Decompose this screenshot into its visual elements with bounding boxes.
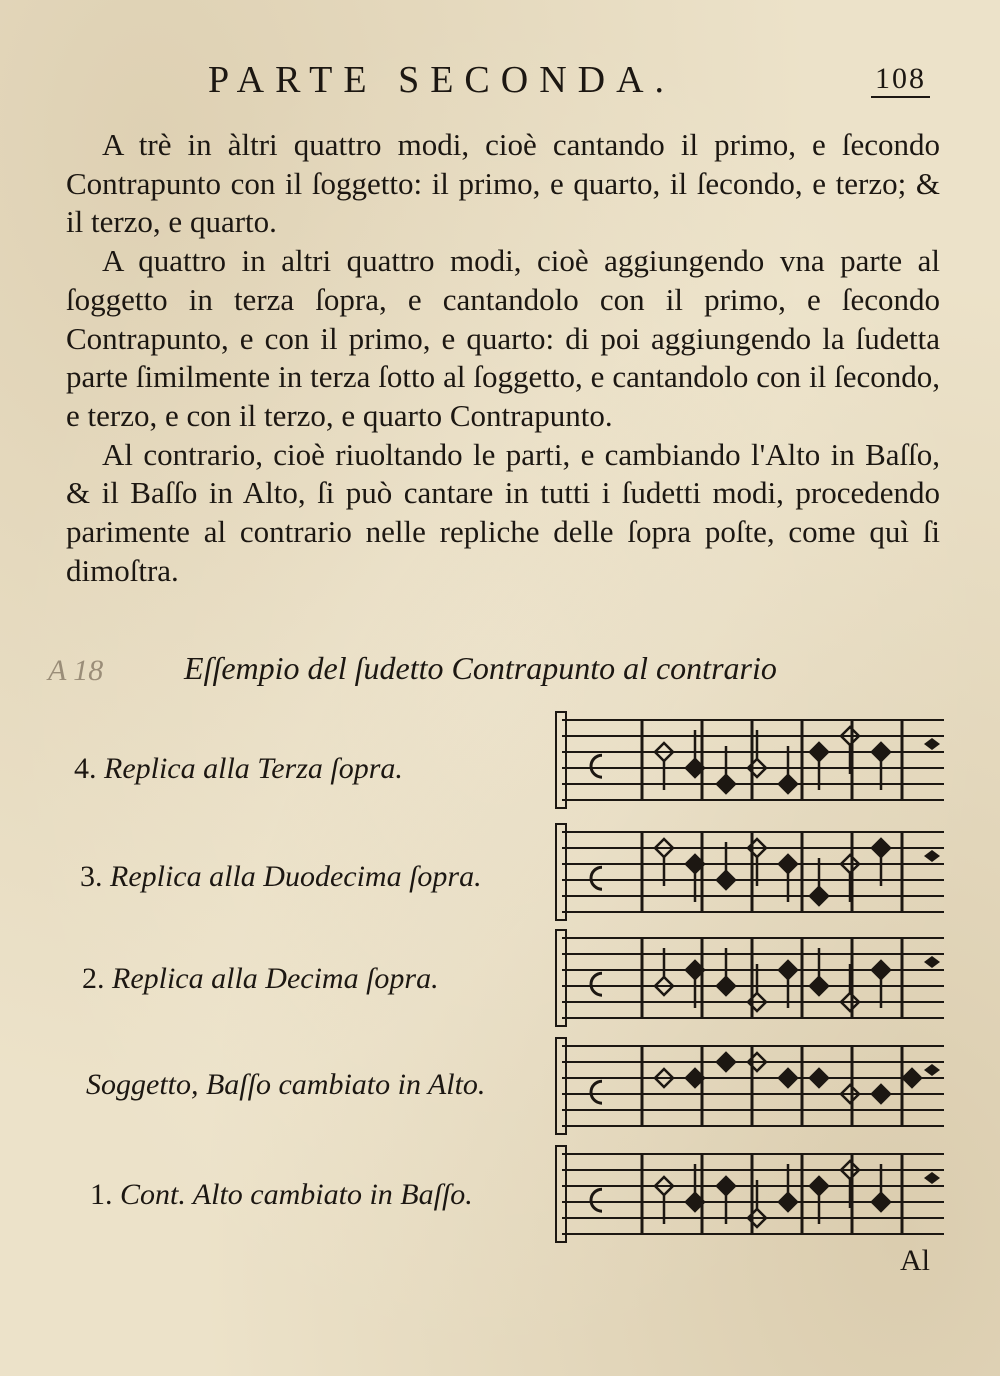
note-icon [779, 961, 797, 979]
note-icon [779, 1193, 797, 1211]
note-icon [810, 887, 828, 905]
body-text [66, 126, 940, 590]
clef-icon [556, 712, 566, 808]
stave-label [86, 1068, 485, 1102]
music-staff [552, 924, 954, 1028]
note-icon [779, 775, 797, 793]
stave-number: 2. [82, 962, 105, 995]
time-signature-icon [591, 973, 602, 995]
note-icon [810, 1069, 828, 1087]
note-icon [903, 1069, 921, 1087]
note-icon [872, 1193, 890, 1211]
stave-label [90, 1178, 473, 1212]
staff-notation [552, 1032, 954, 1136]
custos-icon [924, 1064, 940, 1076]
time-signature-icon [591, 1189, 602, 1211]
note-icon [872, 961, 890, 979]
page-number: 108 [871, 62, 930, 98]
stave-title: Replica alla Duodecima ſopra. [110, 860, 482, 893]
note-icon [779, 855, 797, 873]
example-title: Eſſempio del ſudetto Contrapunto al contrario [184, 650, 777, 686]
music-staff [552, 1140, 954, 1244]
margin-note: A 18 [48, 654, 104, 687]
paragraph: Al contrario, cioè riuoltando le parti, e cambiando l'Alto in Baſſo, & il Baſſo in Alto, ſi può cantare in tutti i ſudetti modi, procedendo parimente al contrario nelle repliche delle ſopra poſte, come quì ſi dimoſtra. [66, 436, 940, 588]
staff-notation [552, 706, 954, 810]
note-icon [810, 743, 828, 761]
time-signature-icon [591, 1081, 602, 1103]
running-head: PARTE SECONDA. [208, 59, 676, 101]
stave-number: 1. [90, 1178, 113, 1211]
clef-icon [556, 930, 566, 1026]
custos-icon [924, 850, 940, 862]
custos-icon [924, 956, 940, 968]
stave-label [80, 860, 482, 894]
stave-label [82, 962, 439, 996]
stave-number: 4. [74, 752, 97, 785]
custos-icon [924, 1172, 940, 1184]
time-signature-icon [591, 755, 602, 777]
stave-title: Replica alla Terza ſopra. [104, 752, 403, 785]
stave-title: Soggetto, Baſſo cambiato in Alto. [86, 1068, 486, 1101]
staff-notation [552, 924, 954, 1028]
note-icon [717, 1177, 735, 1195]
time-signature-icon [591, 867, 602, 889]
note-icon [872, 1085, 890, 1103]
stave-number: 3. [80, 860, 103, 893]
clef-icon [556, 1038, 566, 1134]
staff-notation [552, 1140, 954, 1244]
note-icon [779, 1069, 797, 1087]
paragraph: A quattro in altri quattro modi, cioè aggiungendo vna parte al ſoggetto in terza ſopra, e cantandolo con il primo, e ſecondo Contrapunto, e con il primo, e quarto: di poi aggiungendo la ſudetta parte ſimilmente in terza ſotto al ſoggetto, e cantandolo con il ſecondo, e terzo, e con il terzo, e quarto Contrapunto. [66, 243, 940, 433]
custos-icon [924, 738, 940, 750]
note-icon [717, 871, 735, 889]
staff-notation [552, 818, 954, 922]
note-icon [717, 775, 735, 793]
note-icon [810, 1177, 828, 1195]
stave-title: Replica alla Decima ſopra. [112, 962, 439, 995]
stave-title: Cont. Alto cambiato in Baſſo. [120, 1178, 473, 1211]
catchword: Al [900, 1244, 930, 1277]
note-icon [717, 977, 735, 995]
stave-label [74, 752, 403, 786]
clef-icon [556, 824, 566, 920]
paragraph: A trè in àltri quattro modi, cioè cantando il primo, e ſecondo Contrapunto con il ſoggetto: il primo, e quarto, il ſecondo, e terzo; & il terzo, e quarto. [66, 127, 940, 240]
music-staff [552, 706, 954, 810]
note-icon [872, 743, 890, 761]
music-staff [552, 1032, 954, 1136]
note-icon [872, 839, 890, 857]
note-icon [810, 977, 828, 995]
clef-icon [556, 1146, 566, 1242]
music-staff [552, 818, 954, 922]
note-icon [717, 1053, 735, 1071]
